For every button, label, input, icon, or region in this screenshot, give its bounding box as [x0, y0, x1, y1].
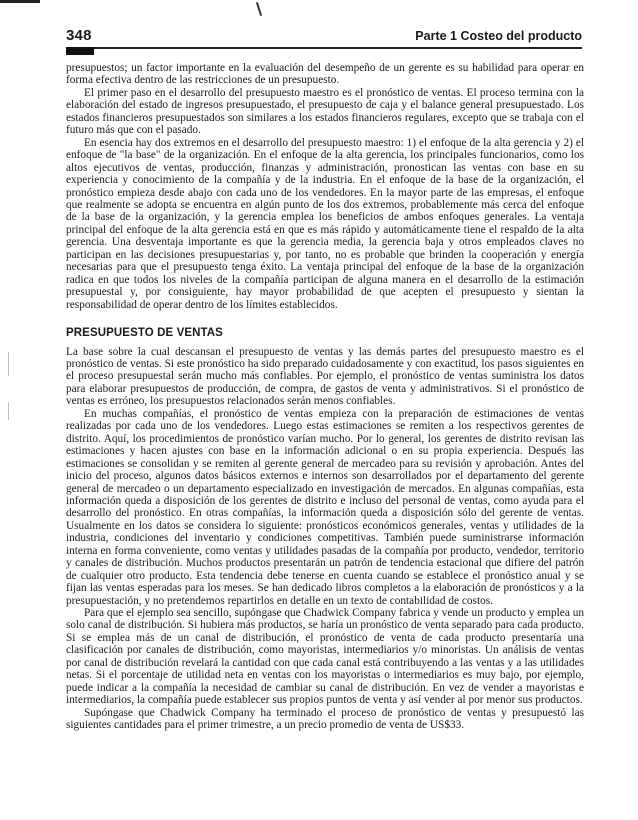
- paragraph: presupuestos; un factor importante en la evaluación del desempeño de un gerente es su habilidad para operar en forma efectiva dentro de las restricciones de un presupuesto.: [66, 62, 584, 87]
- paragraph: La base sobre la cual descansan el presupuesto de ventas y las demás partes del presupuesto maestro es el pronóstico de ventas. Si este pronóstico ha sido preparado cuidadosamente y con exactitud, los pasos siguientes en el proceso presupuestal serán mucho más confiables. Por ejemplo, el pronóstico de ventas suministra los datos para elaborar presupuestos de producción, de compra, de gastos de venta y administrativos. Si el pronóstico de ventas es erróneo, los presupuestos relacionados serán menos confiables.: [66, 345, 584, 408]
- scan-tick-artifact: [256, 2, 262, 16]
- paragraph: Supóngase que Chadwick Company ha terminado el proceso de pronóstico de ventas y presupuestó las siguientes cantidades para el primer trimestre, a un precio promedio de venta de US$33.: [66, 706, 584, 732]
- paragraph: En muchas compañías, el pronóstico de ventas empieza con la preparación de estimaciones de ventas realizadas por cada uno de los vendedores. Luego estas estimaciones se remiten a los respectivos gerentes de distrito. Aquí, los procedimientos de pronóstico varían mucho. Por lo general, los gerentes de distrito revisan las estimaciones y hacen ajustes con base en la información adicional o en su propia experiencia. Después las estimaciones se consolidan y se remiten al gerente general de mercadeo para su revisión y aprobación. Antes del inicio del proceso, algunos datos básicos externos e internos son desarrollados por el departamento del gerente general de mercadeo o un departamento especializado en investigación de mercados. En algunas compañías, esta información queda a disposición de los gerentes de distrito e incluso del personal de ventas, como ayuda para el desarrollo del pronóstico. En otras compañías, la información queda a disposición sólo del gerente de ventas. Usualmente en los datos se considera lo siguiente: pronósticos económicos generales, ventas y utilidades de la industria, condiciones del inventario y condiciones competitivas. También puede suministrarse información interna en forma conveniente, como ventas y utilidades pasadas de la compañía por producto, vendedor, territorio y canales de distribución. Muchos productos presentarán un patrón de tendencia estacional que difiere del patrón de cualquier otro producto. Esta tendencia debe tenerse en cuenta cuando se establece el pronóstico anual y se fijan las ventas esperadas para los meses. Se han dedicado libros completos a la elaboración de pronósticos y a la presupuestación, y no pretendemos repartirlos en detalle en un texto de contabilidad de costos.: [66, 407, 584, 607]
- paragraph: En esencia hay dos extremos en el desarrollo del presupuesto maestro: 1) el enfoque de la alta gerencia y 2) el enfoque de "la base" de la organización. En el enfoque de la alta gerencia, los principales funcionarios, como los altos ejecutivos de ventas, producción, finanzas y administración, pronostican las ventas con base en su experiencia y conocimiento de la compañía y de la industria. En el enfoque de la base de la organización, el pronóstico empieza desde abajo con cada uno de los vendedores. En la mayor parte de las empresas, el enfoque que realmente se adopta se encuentra en algún punto de los dos extremos, probablemente más cerca del enfoque de la base de la organización, y la gerencia emplea los beneficios de ambos enfoques generales. La ventaja principal del enfoque de la alta gerencia está en que es más rápido y automáticamente tiene el respaldo de la alta gerencia. Una desventaja importante es que la gerencia media, la gerencia baja y otros empleados claves no participan en las decisiones presupuestarias y, por tanto, no es probable que brinden la cooperación y energía necesarias para que el presupuesto tenga éxito. La ventaja principal del enfoque de la base de la organización radica en que todos los niveles de la compañía participan de alguna manera en el desarrollo de la estimación presupuestal y, por consiguiente, hay mayor probabilidad de que acepten el presupuesto y sientan la responsabilidad de operar dentro de los límites establecidos.: [66, 136, 584, 311]
- page-number: 348: [66, 27, 92, 44]
- margin-mark: [8, 352, 9, 376]
- paragraph: El primer paso en el desarrollo del presupuesto maestro es el pronóstico de ventas. El proceso termina con la elaboración del estado de ingresos presupuestado, el presupuesto de caja y el balance general presupuestado. Los estados financieros presupuestados son similares a los estados financieros regulares, excepto que se trabaja con el futuro más que con el pasado.: [66, 86, 584, 137]
- paragraph: Para que el ejemplo sea sencillo, supóngase que Chadwick Company fabrica y vende un producto y emplea un solo canal de distribución. Si hubiera más productos, se haría un pronóstico de venta separado para cada producto. Si se emplea más de un canal de distribución, el pronóstico de venta de cada producto presentaría una clasificación por canales de distribución, como mayoristas, intermediarios y/o minoristas. Un análisis de ventas por canal de distribución revelará la cantidad con que cada canal está contribuyendo a las ventas y a las utilidades netas. Si el porcentaje de utilidad neta en ventas con los mayoristas o intermediarios es muy bajo, por ejemplo, puede indicar a la compañía la necesidad de cambiar su canal de distribución. En vez de vender a mayoristas e intermediarios, la compañía puede establecer sus propios puntos de venta y así vender al por menor sus productos.: [66, 607, 584, 707]
- running-head: Parte 1 Costeo del producto: [415, 29, 582, 43]
- section-heading: PRESUPUESTO DE VENTAS: [66, 327, 223, 340]
- header-rule: [66, 47, 582, 49]
- page-body: [66, 62, 584, 732]
- margin-mark: [8, 402, 9, 420]
- header-block: [66, 47, 94, 55]
- scan-artifact: [0, 0, 40, 3]
